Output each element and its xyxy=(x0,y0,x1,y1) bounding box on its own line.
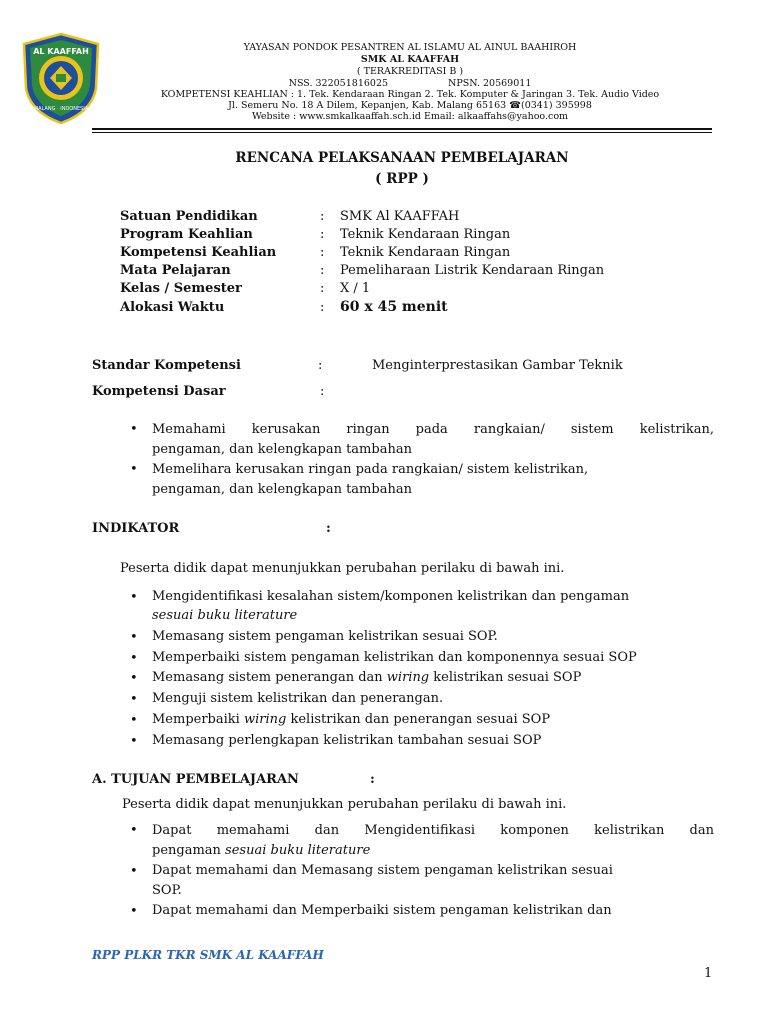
list-item: Dapat memahami dan Mengidentifikasi komponen kelistrikan dan xyxy=(152,823,714,838)
standar-label: Standar Kompetensi xyxy=(92,358,241,373)
bullet: • xyxy=(130,713,138,728)
text-part: Memperbaiki xyxy=(152,712,244,727)
header-rule-thin xyxy=(92,132,712,133)
bullet: • xyxy=(130,651,138,666)
footer-text: RPP PLKR TKR SMK AL KAAFFAH xyxy=(92,948,324,962)
list-item: Menguji sistem kelistrikan dan penerangan. xyxy=(152,691,444,706)
bullet: • xyxy=(130,462,138,477)
identity-value: Teknik Kendaraan Ringan xyxy=(340,227,511,242)
indikator-intro: Peserta didik dapat menunjukkan perubahan perilaku di bawah ini. xyxy=(120,561,565,576)
identity-colon: : xyxy=(320,245,325,260)
tujuan-colon: : xyxy=(370,772,375,787)
logo-text-top: AL KAAFFAH xyxy=(33,47,89,56)
list-item: Dapat memahami dan Memperbaiki sistem pengaman kelistrikan dan xyxy=(152,903,612,918)
standar-colon: : xyxy=(318,358,323,373)
list-item: Memasang sistem pengaman kelistrikan sesuai SOP. xyxy=(152,629,498,644)
italic-text: sesuai buku literature xyxy=(152,608,298,623)
doc-title: RENCANA PELAKSANAAN PEMBELAJARAN xyxy=(235,150,569,166)
list-item: Memelihara kerusakan ringan pada rangkaian/ sistem kelistrikan, xyxy=(152,462,589,477)
identity-value: 60 x 45 menit xyxy=(340,299,448,315)
list-item-cont: pengaman, dan kelengkapan tambahan xyxy=(152,442,412,457)
list-item: Mengidentifikasi kesalahan sistem/komponen kelistrikan dan pengaman xyxy=(152,589,630,604)
italic-text: wiring xyxy=(243,712,287,727)
school-name: SMK AL KAAFFAH xyxy=(360,54,460,65)
identity-label: Satuan Pendidikan xyxy=(120,209,258,224)
bullet: • xyxy=(130,692,138,707)
bullet: • xyxy=(130,630,138,645)
school-logo xyxy=(20,30,102,126)
bullet: • xyxy=(130,422,138,437)
website: Website : www.smkalkaaffah.sch.id Email: alkaaffahs@yahoo.com xyxy=(251,111,569,122)
list-item: Memasang perlengkapan kelistrikan tambahan sesuai SOP xyxy=(152,733,542,748)
foundation-name: YAYASAN PONDOK PESANTREN AL ISLAMU AL AINUL BAAHIROH xyxy=(243,42,577,53)
bullet: • xyxy=(130,590,138,605)
text-part: kelistrikan sesuai SOP xyxy=(429,670,582,685)
page-number: 1 xyxy=(704,966,713,981)
bullet: • xyxy=(130,671,138,686)
list-item-cont: pengaman, dan kelengkapan tambahan xyxy=(152,482,412,497)
accreditation: ( TERAKREDITASI B ) xyxy=(356,66,464,77)
dasar-label: Kompetensi Dasar xyxy=(92,384,226,399)
identity-value: SMK Al KAAFFAH xyxy=(340,209,460,224)
logo-text-bottom: MALANG · INDONESIA xyxy=(33,106,89,112)
bullet: • xyxy=(130,904,138,919)
identity-colon: : xyxy=(320,227,325,242)
list-item: Memperbaiki sistem pengaman kelistrikan dan komponennya sesuai SOP xyxy=(152,650,637,665)
list-item-cont: SOP. xyxy=(152,883,182,898)
list-item-cont xyxy=(152,608,297,623)
identity-colon: : xyxy=(320,209,325,224)
bullet: • xyxy=(130,864,138,879)
address: Jl. Semeru No. 18 A Dilem, Kepanjen, Kab. Malang 65163 ☎(0341) 395998 xyxy=(228,100,592,111)
bullet: • xyxy=(130,823,138,838)
text-part: kelistrikan dan penerangan sesuai SOP xyxy=(286,712,551,727)
identity-label: Program Keahlian xyxy=(120,227,253,242)
identity-colon: : xyxy=(320,281,325,296)
text-part: pengaman xyxy=(152,843,226,858)
tujuan-intro: Peserta didik dapat menunjukkan perubahan perilaku di bawah ini. xyxy=(122,797,567,812)
identity-label: Alokasi Waktu xyxy=(120,300,225,315)
indikator-label: INDIKATOR xyxy=(92,521,180,536)
dasar-colon: : xyxy=(320,384,325,399)
indikator-colon: : xyxy=(326,521,331,536)
identity-label: Kompetensi Keahlian xyxy=(120,245,277,260)
nss: NSS. 322051816025 xyxy=(288,78,389,89)
list-item xyxy=(152,670,581,685)
npsn: NPSN. 20569011 xyxy=(448,78,532,89)
competencies: KOMPETENSI KEAHLIAN : 1. Tek. Kendaraan Ringan 2. Tek. Komputer & Jaringan 3. Tek. Audio Video xyxy=(160,89,660,100)
identity-colon: : xyxy=(320,263,325,278)
tujuan-label: A. TUJUAN PEMBELAJARAN xyxy=(92,772,299,787)
italic-text: sesuai buku literature xyxy=(225,843,371,858)
list-item: Dapat memahami dan Memasang sistem pengaman kelistrikan sesuai xyxy=(152,863,613,878)
list-item-cont xyxy=(152,843,370,858)
identity-value: Pemeliharaan Listrik Kendaraan Ringan xyxy=(340,263,605,278)
header-rule xyxy=(92,128,712,130)
identity-value: X / 1 xyxy=(340,281,371,296)
identity-label: Mata Pelajaran xyxy=(120,263,231,278)
standar-value: Menginterprestasikan Gambar Teknik xyxy=(372,358,623,373)
list-item xyxy=(152,712,550,727)
bullet: • xyxy=(130,734,138,749)
text-part: Memasang sistem penerangan dan xyxy=(152,670,387,685)
identity-colon: : xyxy=(320,300,325,315)
registration-numbers xyxy=(130,78,690,90)
identity-label: Kelas / Semester xyxy=(120,281,242,296)
doc-subtitle: ( RPP ) xyxy=(375,171,429,187)
identity-value: Teknik Kendaraan Ringan xyxy=(340,245,511,260)
italic-text: wiring xyxy=(386,670,430,685)
list-item: Memahami kerusakan ringan pada rangkaian/ sistem kelistrikan, xyxy=(152,422,714,437)
